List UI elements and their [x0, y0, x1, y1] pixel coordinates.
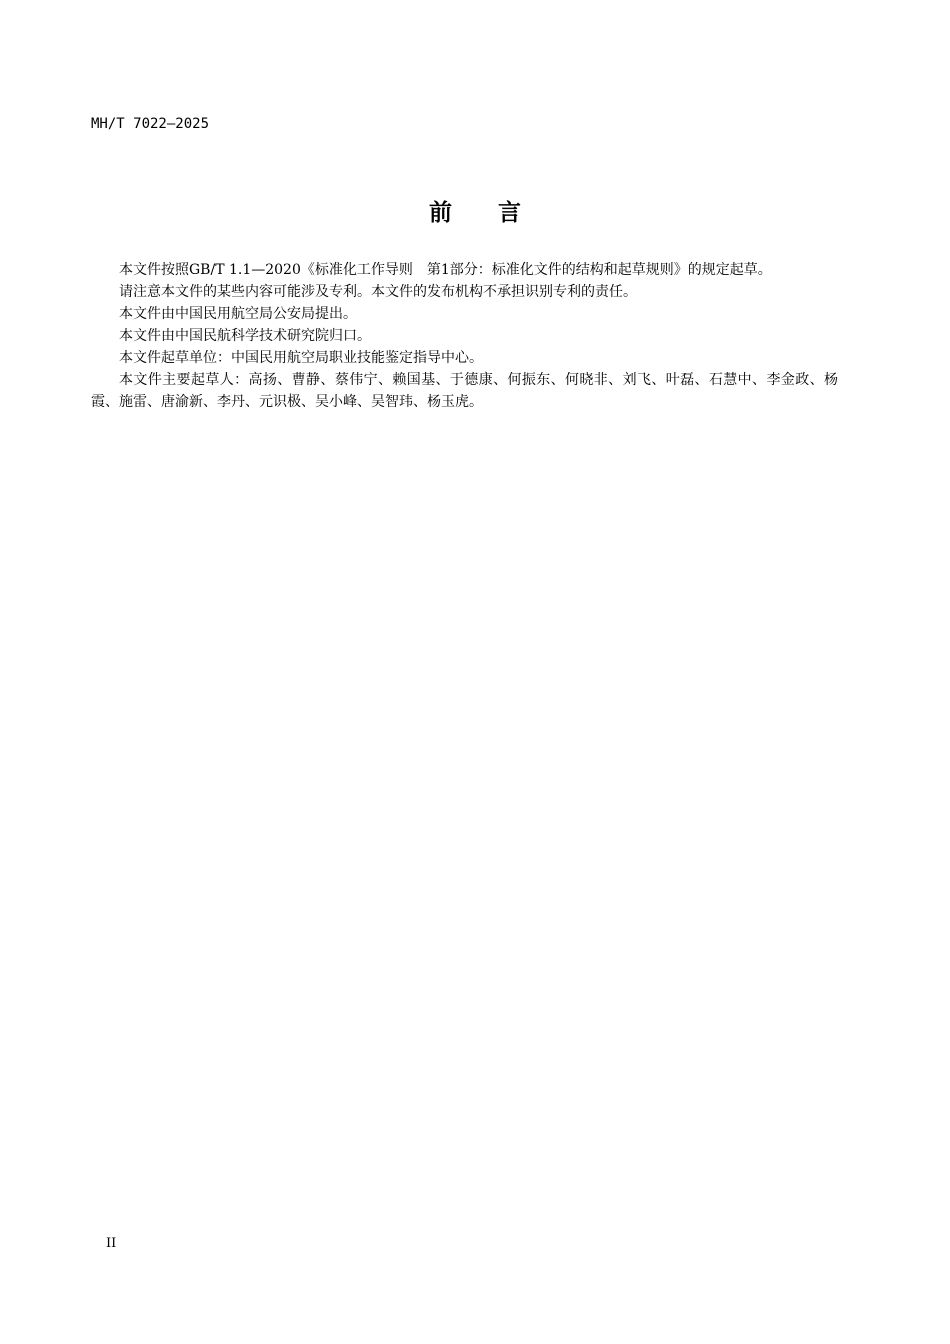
paragraph-drafters: 本文件主要起草人：高扬、曹静、蔡伟宁、赖国基、于德康、何振东、何晓非、刘飞、叶磊、石慧中、李金政、杨霞、施雷、唐渝新、李丹、元识极、吴小峰、吴智玮、杨玉虎。: [91, 372, 838, 410]
paragraph-proposed-by: 本文件由中国民用航空局公安局提出。: [119, 306, 357, 322]
page-number: II: [106, 1236, 117, 1251]
paragraph-centralized-by: 本文件由中国民航科学技术研究院归口。: [119, 328, 371, 344]
paragraph-drafting-rules: 本文件按照GB/T 1.1—2020《标准化工作导则 第1部分：标准化文件的结构和起草规则》的规定起草。: [119, 262, 772, 278]
foreword-body: [91, 259, 838, 413]
title-char-1: 前: [429, 200, 452, 226]
document-code: MH/T 7022—2025: [91, 116, 210, 132]
title-char-2: 言: [498, 200, 521, 226]
page-title: [0, 198, 950, 228]
paragraph-drafting-unit: 本文件起草单位：中国民用航空局职业技能鉴定指导中心。: [119, 350, 483, 366]
paragraph-patent-notice: 请注意本文件的某些内容可能涉及专利。本文件的发布机构不承担识别专利的责任。: [119, 284, 637, 300]
